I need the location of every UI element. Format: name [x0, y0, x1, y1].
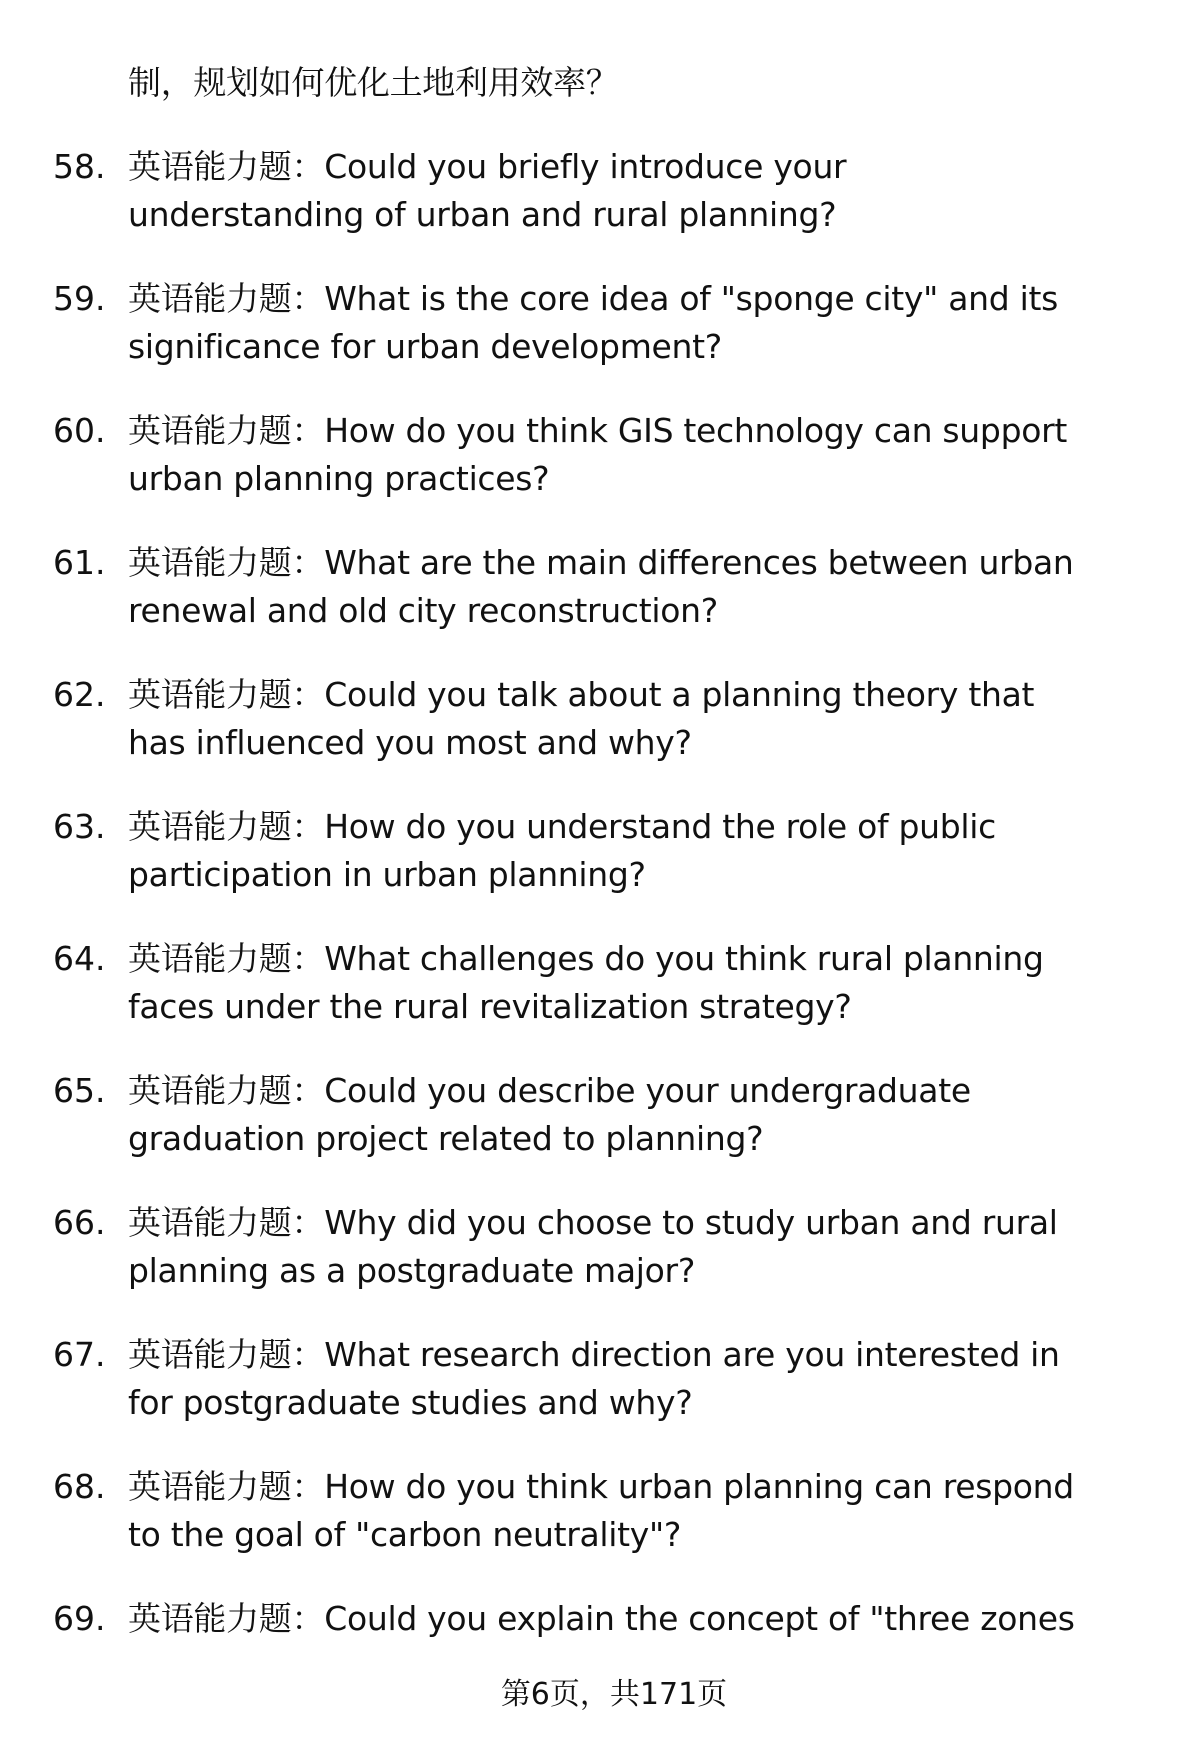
list-item	[0, 935, 1200, 1035]
item-line-1: 英语能力题：Could you talk about a planning theory that	[128, 675, 1035, 714]
item-line-2: significance for urban development?	[128, 327, 723, 366]
list-item	[0, 671, 1200, 771]
list-item	[0, 539, 1200, 639]
item-line-2: for postgraduate studies and why?	[128, 1383, 693, 1422]
item-number: 67.	[53, 1335, 106, 1374]
continuation-text: 制，规划如何优化土地利用效率？	[128, 63, 619, 102]
item-line-1: 英语能力题：What is the core idea of "sponge city" and its	[128, 279, 1058, 318]
item-line-2: understanding of urban and rural planning?	[128, 195, 837, 234]
item-line-1: 英语能力题：How do you understand the role of public	[128, 807, 997, 846]
item-number: 63.	[53, 807, 106, 846]
item-line-1: 英语能力题：What are the main differences between urban	[128, 543, 1074, 582]
item-line-1: 英语能力题：Could you briefly introduce your	[128, 147, 847, 186]
item-number: 59.	[53, 279, 106, 318]
item-line-2: graduation project related to planning?	[128, 1119, 764, 1158]
item-line-2: to the goal of "carbon neutrality"?	[128, 1515, 682, 1554]
item-number: 69.	[53, 1599, 106, 1638]
item-line-1: 英语能力题：What research direction are you interested in	[128, 1335, 1060, 1374]
item-line-1: 英语能力题：How do you think GIS technology can support	[128, 411, 1068, 450]
item-number: 62.	[53, 675, 106, 714]
item-number: 58.	[53, 147, 106, 186]
list-item	[0, 143, 1200, 243]
list-item	[0, 275, 1200, 375]
item-line-1: 英语能力题：How do you think urban planning can respond	[128, 1467, 1074, 1506]
item-line-2: renewal and old city reconstruction?	[128, 591, 718, 630]
item-number: 60.	[53, 411, 106, 450]
item-line-2: faces under the rural revitalization strategy?	[128, 987, 852, 1026]
item-line-1: 英语能力题：What challenges do you think rural planning	[128, 939, 1044, 978]
item-line-1: 英语能力题：Could you describe your undergraduate	[128, 1071, 971, 1110]
item-line-1: 英语能力题：Why did you choose to study urban and rural	[128, 1203, 1058, 1242]
item-line-2: planning as a postgraduate major?	[128, 1251, 696, 1290]
item-line-2: has influenced you most and why?	[128, 723, 692, 762]
item-number: 61.	[53, 543, 106, 582]
item-number: 65.	[53, 1071, 106, 1110]
item-number: 64.	[53, 939, 106, 978]
page-number: 第6页，共171页	[500, 1677, 728, 1712]
list-item	[0, 1463, 1200, 1563]
item-line-2: urban planning practices?	[128, 459, 550, 498]
item-line-2: participation in urban planning?	[128, 855, 646, 894]
item-number: 66.	[53, 1203, 106, 1242]
item-number: 68.	[53, 1467, 106, 1506]
list-item	[0, 1331, 1200, 1431]
list-item	[0, 1199, 1200, 1299]
item-line-1: 英语能力题：Could you explain the concept of "three zones	[128, 1599, 1075, 1638]
list-item	[0, 1067, 1200, 1167]
list-item	[0, 407, 1200, 507]
list-item	[0, 803, 1200, 903]
